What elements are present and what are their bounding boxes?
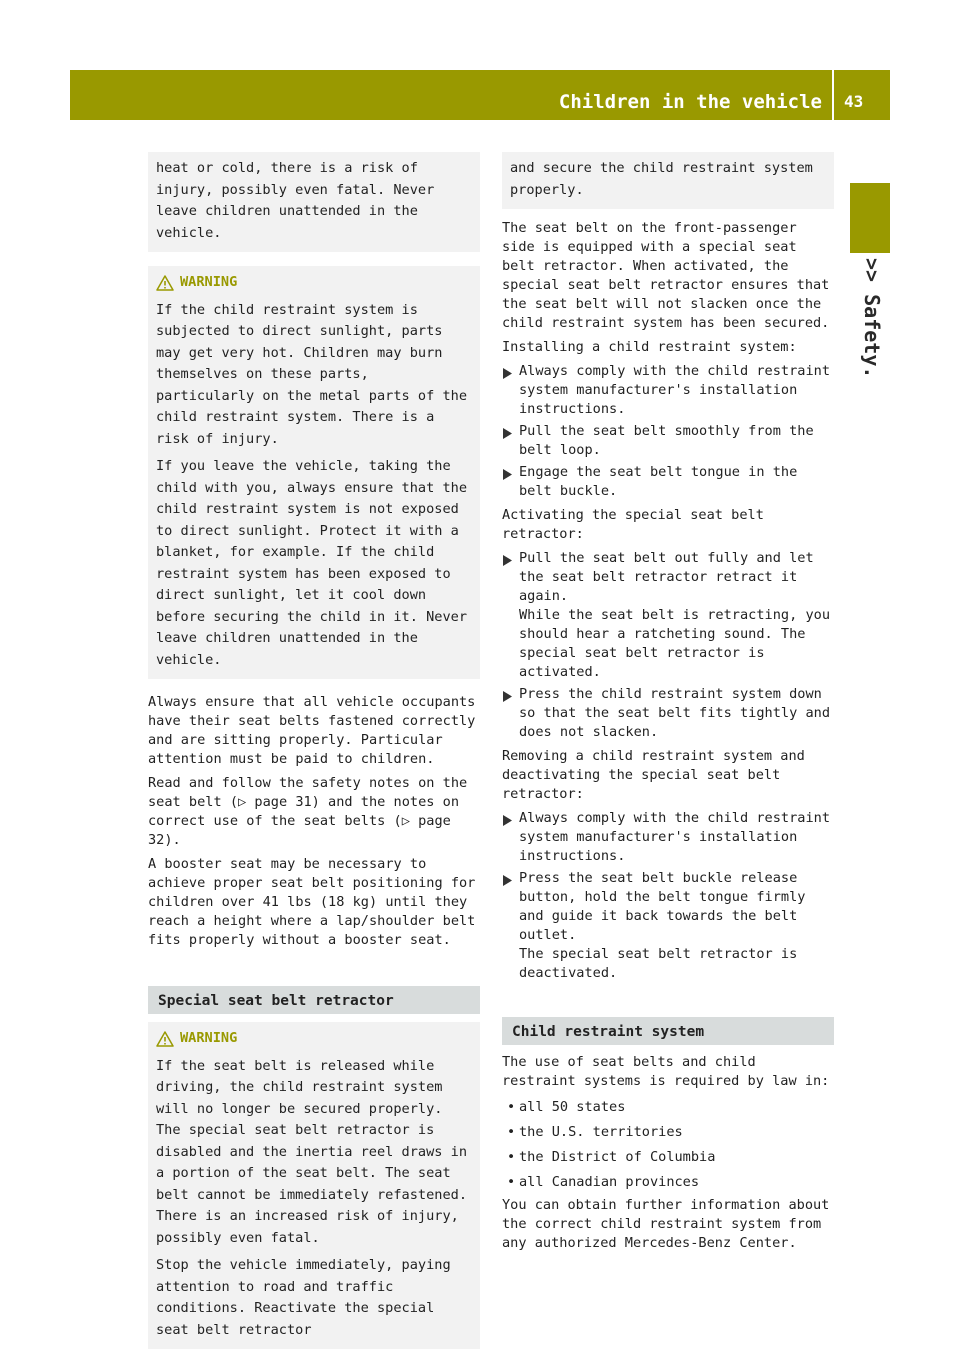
- list-item: • the U.S. territories: [502, 1121, 834, 1143]
- warning-heading: [156, 1028, 472, 1050]
- instruction-step: Pull the seat belt smoothly from the belt loop.: [502, 422, 834, 460]
- section-heading: Special seat belt retractor: [148, 986, 480, 1014]
- warning-text: Stop the vehicle immediately, paying attention to road and traffic conditions. Reactivate the special seat belt retractor: [156, 1257, 451, 1338]
- warning-box-continued: [148, 152, 480, 252]
- warning-label: WARNING: [180, 274, 238, 290]
- instruction-step: Always comply with the child restraint system manufacturer's installation instructions.: [502, 362, 834, 419]
- bullet-icon: •: [507, 1099, 516, 1115]
- instruction-step: Engage the seat belt tongue in the belt buckle.: [502, 463, 834, 501]
- warning-triangle-icon: [156, 275, 174, 291]
- body-paragraph: You can obtain further information about the correct child restraint system from any authorized Mercedes-Benz Center.: [502, 1197, 830, 1251]
- step-arrow-icon: [503, 426, 512, 445]
- warning-box-continued: [502, 152, 834, 209]
- page-number: 43: [844, 92, 864, 111]
- right-column: [502, 152, 834, 1258]
- warning-heading: [156, 272, 472, 294]
- instruction-step: Pull the seat belt out fully and let the seat belt retractor retract it again. While the seat belt is retracting, you should hear a ratcheting sound. The special seat belt retractor is activated.: [502, 549, 834, 682]
- list-item: • the District of Columbia: [502, 1146, 834, 1168]
- warning-text: If the seat belt is released while driving, the child restraint system will no longer be secured properly. The special seat belt retractor is disabled and the inertia reel draws in a portion of the seat belt. The seat belt cannot be immediately refastened. There is an increased risk of injury, possibly even fatal.: [156, 1057, 467, 1246]
- left-column: [148, 152, 480, 1349]
- step-arrow-icon: [503, 873, 512, 892]
- section-heading: Child restraint system: [502, 1017, 834, 1045]
- body-paragraph: Read and follow the safety notes on the seat belt (▷ page 31) and the notes on correct use of the seat belts (▷ page 32).: [148, 775, 468, 848]
- step-arrow-icon: [503, 366, 512, 385]
- bullet-icon: •: [507, 1174, 516, 1190]
- step-arrow-icon: [503, 467, 512, 486]
- page-title: Children in the vehicle: [558, 91, 822, 113]
- instruction-heading: Removing a child restraint system and deactivating the special seat belt retractor:: [502, 748, 805, 802]
- instruction-step: Always comply with the child restraint system manufacturer's installation instructions.: [502, 809, 834, 866]
- section-tab: [850, 183, 890, 253]
- body-paragraph: Always ensure that all vehicle occupants have their seat belts fastened correctly and are sitting properly. Particular attention must be paid to children.: [148, 694, 476, 767]
- header-divider: [832, 70, 834, 120]
- step-arrow-icon: [503, 813, 512, 832]
- bullet-icon: •: [507, 1149, 516, 1165]
- instruction-heading: Installing a child restraint system:: [502, 339, 797, 355]
- bullet-icon: •: [507, 1124, 516, 1140]
- warning-text: If you leave the vehicle, taking the child with you, always ensure that the child restraint system is not exposed to direct sunlight. Protect it with a blanket, for example. If the child restraint system has been exposed to direct sunlight, let it cool down before securing the child in it. Never leave children unattended in the vehicle.: [156, 458, 467, 668]
- warning-triangle-icon: [156, 1031, 174, 1047]
- step-result: The special seat belt retractor is deactivated.: [519, 946, 798, 981]
- instruction-step: Press the child restraint system down so that the seat belt fits tightly and does not slacken.: [502, 685, 834, 742]
- warning-box-retractor: [148, 1022, 480, 1349]
- header-bar: [70, 70, 890, 120]
- step-arrow-icon: [503, 689, 512, 708]
- step-arrow-icon: [503, 553, 512, 572]
- warning-text: heat or cold, there is a risk of injury, possibly even fatal. Never leave children unattended in the vehicle.: [156, 160, 435, 241]
- warning-text: and secure the child restraint system properly.: [510, 160, 813, 198]
- list-item: • all Canadian provinces: [502, 1171, 834, 1193]
- body-paragraph: A booster seat may be necessary to achieve proper seat belt positioning for children over 41 lbs (18 kg) until they reach a height where a lap/shoulder belt fits properly without a booster seat.: [148, 856, 476, 948]
- step-result: While the seat belt is retracting, you should hear a ratcheting sound. The special seat belt retractor is activated.: [519, 607, 830, 680]
- warning-label: WARNING: [180, 1030, 238, 1046]
- warning-text: If the child restraint system is subjected to direct sunlight, parts may get very hot. Children may burn themselves on these parts, particularly on the metal parts of the child restraint system. There is a risk of injury.: [156, 301, 467, 447]
- body-paragraph: The use of seat belts and child restraint systems is required by law in:: [502, 1054, 830, 1089]
- warning-box-sunlight: [148, 266, 480, 679]
- list-item: • all 50 states: [502, 1096, 834, 1118]
- section-tab-label: >> Safety.: [860, 258, 884, 379]
- instruction-step: Press the seat belt buckle release button, hold the belt tongue firmly and guide it back towards the belt outlet. The special seat belt retractor is deactivated.: [502, 869, 834, 983]
- body-paragraph: The seat belt on the front-passenger side is equipped with a special seat belt retractor. When activated, the special seat belt retractor ensures that the seat belt will not slacken once the child restraint system has been secured.: [502, 220, 830, 331]
- instruction-heading: Activating the special seat belt retractor:: [502, 507, 764, 542]
